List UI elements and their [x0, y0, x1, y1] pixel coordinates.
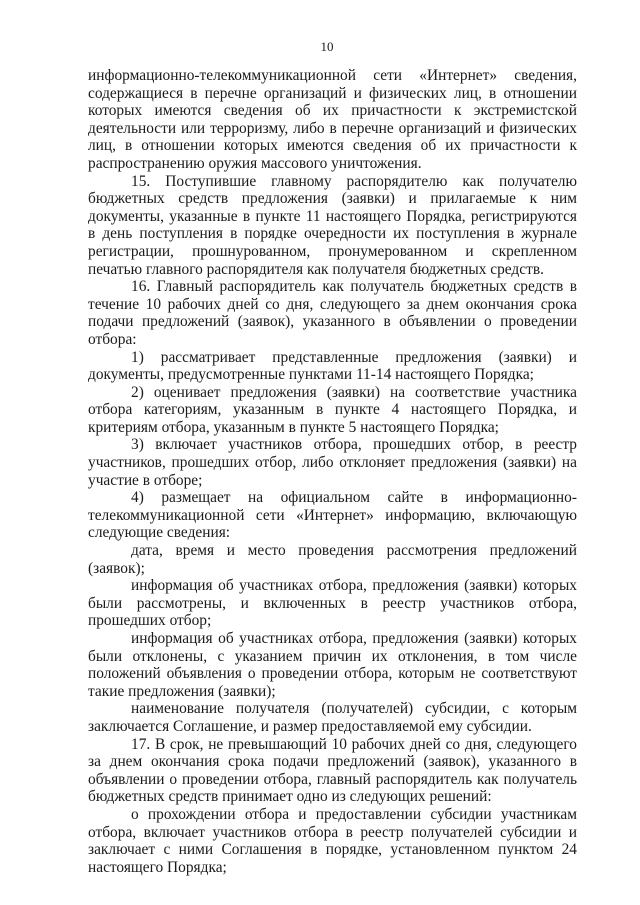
paragraph-17: 17. В срок, не превышающий 10 рабочих дней со дня, следующего за днем окончания срока подачи предложений (заявок), указанного в объявлении о проведении отбора, главный распорядитель как получатель бюджетных средств принимает одно из следующих решений:: [88, 735, 577, 806]
paragraph-16: 16. Главный распорядитель как получатель бюджетных средств в течение 10 рабочих дней со дня, следующего за днем окончания срока подачи предложений (заявок), указанного в объявлении о проведении отбора:: [88, 278, 577, 348]
page-number: 10: [320, 39, 334, 54]
info-item-date: дата, время и место проведения рассмотрения предложений (заявок);: [88, 542, 577, 577]
paragraph-16-item-3: 3) включает участников отбора, прошедших отбор, в реестр участников, прошедших отбор, либо отклоняет предложения (заявки) на участие в отборе;: [88, 436, 577, 489]
info-item-recipient: наименование получателя (получателей) субсидии, с которым заключается Соглашение, и размер предоставляемой ему субсидии.: [88, 700, 577, 735]
paragraph-15: 15. Поступившие главному распорядителю как получателю бюджетных средств предложения (заявки) и прилагаемые к ним документы, указанные в пункте 11 настоящего Порядка, регистрируются в день поступления в порядке очередности их поступления в журнале регистрации, прошнурованном, пронумерованном и скрепленном печатью главного распорядителя как получателя бюджетных средств.: [88, 172, 577, 278]
paragraph-16-item-2: 2) оценивает предложения (заявки) на соответствие участника отбора категориям, указанным в пункте 4 настоящего Порядка, и критериям отбора, указанным в пункте 5 настоящего Порядка;: [88, 383, 577, 436]
paragraph-continuation: информационно-телекоммуникационной сети «Интернет» сведения, содержащиеся в перечне организаций и физических лиц, в отношении которых имеются сведения об их причастности к экстремистской деятельности или терроризму, либо в перечне организаций и физических лиц, в отношении которых имеются сведения об их причастности к распространению оружия массового уничтожения.: [88, 67, 577, 172]
document-body: [88, 67, 577, 876]
paragraph-16-item-1: 1) рассматривает представленные предложения (заявки) и документы, предусмотренные пунктами 11-14 настоящего Порядка;: [88, 348, 577, 384]
info-item-reviewed: информация об участниках отбора, предложения (заявки) которых были рассмотрены, и включенных в реестр участников отбора, прошедших отбор;: [88, 577, 577, 630]
paragraph-16-item-4: 4) размещает на официальном сайте в информационно-телекоммуникационной сети «Интернет» информацию, включающую следующие сведения:: [88, 489, 577, 542]
paragraph-17-decision: о прохождении отбора и предоставлении субсидии участникам отбора, включает участников отбора в реестр получателей субсидии и заключает с ними Соглашения в порядке, установленном пунктом 24 настоящего Порядка;: [88, 805, 577, 876]
info-item-rejected: информация об участниках отбора, предложения (заявки) которых были отклонены, с указанием причин их отклонения, в том числе положений объявления о проведении отбора, которым не соответствуют такие предложения (заявки);: [88, 630, 577, 700]
